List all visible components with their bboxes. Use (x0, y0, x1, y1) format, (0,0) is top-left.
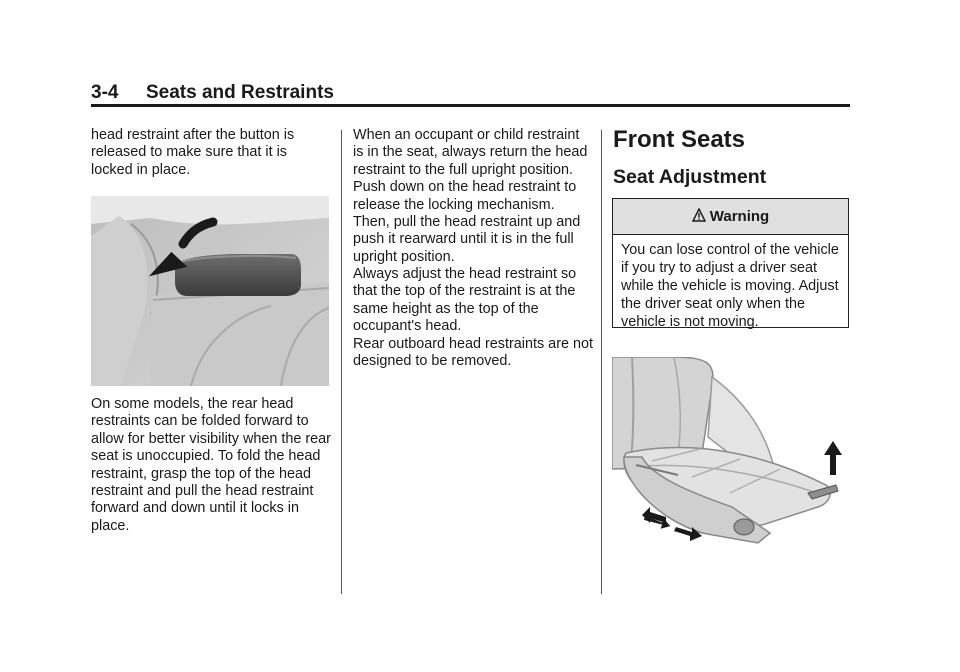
paragraph: Always adjust the head restraint so that the top of the restraint is at the same height as the top of the occupant's head. (353, 266, 577, 335)
warning-triangle-icon (692, 208, 706, 226)
paragraph: When an occupant or child restraint is in the seat, always return the head restraint to the full upright position. Push down on the head restraint to release the locking mechanism. Then, pull the head restraint up and push it rearward until it is in the full upright position. (353, 127, 588, 265)
subsection-heading: Seat Adjustment (613, 166, 767, 188)
paragraph: On some models, the rear head restraints can be folded forward to allow for better visibility when the rear seat is unoccupied. To fold the head restraint, grasp the top of the head restraint and pull the head restraint forward and down until it locks in place. (91, 396, 331, 534)
warning-text: You can lose control of the vehicle if you try to adjust a driver seat while the vehicle is moving. Adjust the driver seat only when the vehicle is not moving. (621, 242, 839, 330)
page-header (91, 82, 850, 104)
paragraph: Rear outboard head restraints are not designed to be removed. (353, 336, 593, 370)
warning-box (612, 198, 849, 328)
section-heading: Front Seats (613, 126, 746, 153)
column-divider (341, 130, 342, 594)
header-rule (91, 104, 850, 107)
front-seat-adjustment-figure (612, 357, 850, 547)
section-number: 3-4 (91, 82, 119, 103)
rear-head-restraint-figure (91, 196, 329, 386)
warning-label: Warning (709, 208, 770, 225)
paragraph: head restraint after the button is released to make sure that it is locked in place. (91, 127, 295, 178)
warning-header (613, 199, 848, 235)
column-divider (601, 130, 602, 594)
section-title: Seats and Restraints (146, 82, 334, 103)
